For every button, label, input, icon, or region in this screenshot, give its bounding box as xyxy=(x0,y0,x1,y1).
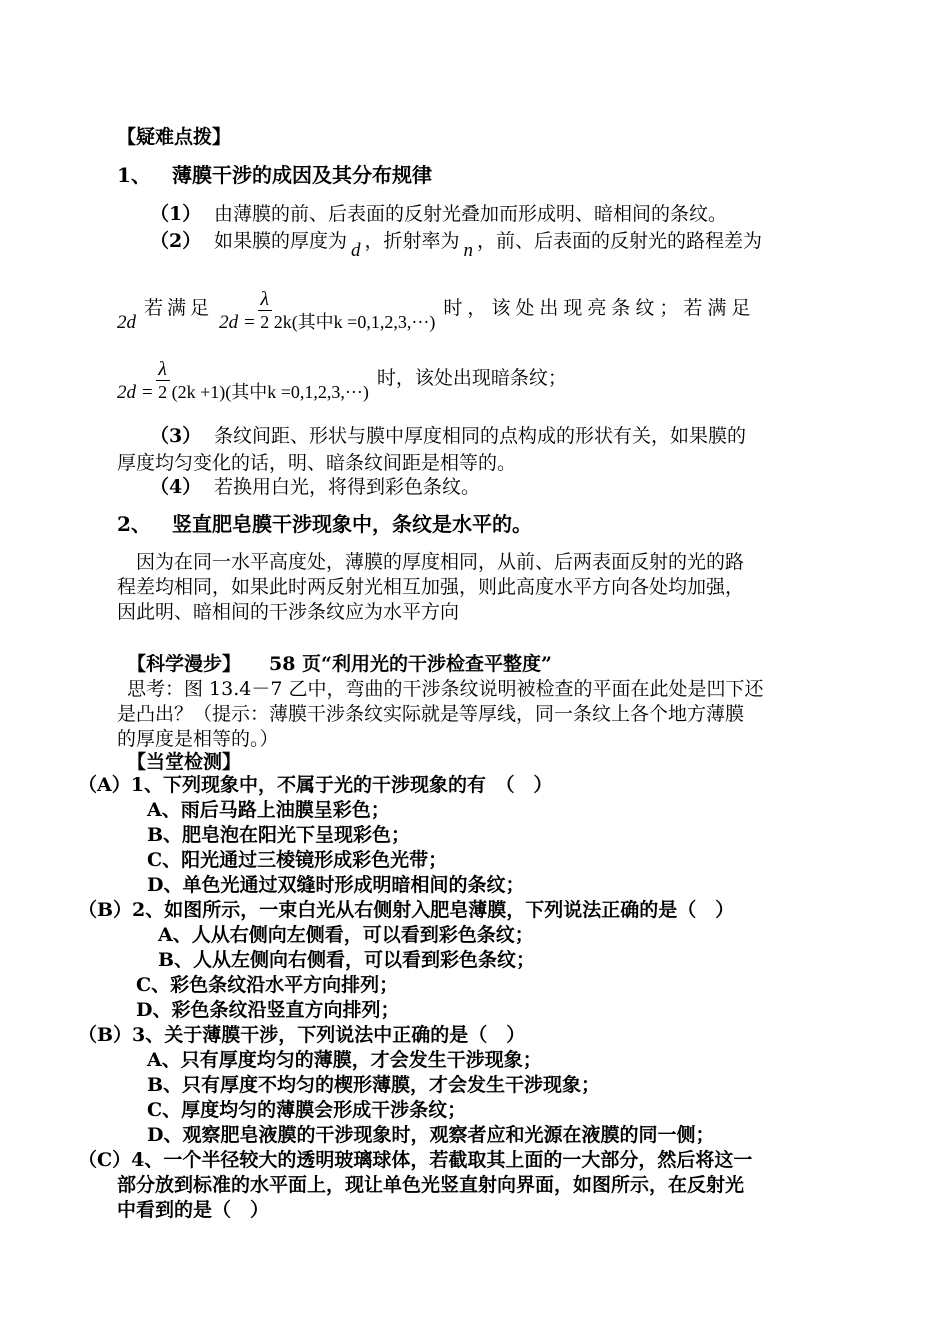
formula-line-2 xyxy=(117,356,567,406)
formula-1-lambda: λ xyxy=(260,288,270,310)
section-heading-yinan: 【疑难点拨】 xyxy=(117,126,232,148)
var-d: d xyxy=(351,240,361,261)
question-3-option-b: B、只有厚度不均匀的楔形薄膜，才会发生干涉现象； xyxy=(147,1074,601,1096)
formula-2-lambda: λ xyxy=(158,358,167,380)
sub-4-text: 若换用白光，将得到彩色条纹。 xyxy=(214,476,481,498)
sub-2-text-a: 如果膜的厚度为 xyxy=(214,230,348,252)
question-2-option-c: C、彩色条纹沿水平方向排列； xyxy=(136,974,399,996)
formula-1-text-b: 时，该处出现亮条纹；若满足 xyxy=(443,296,756,319)
section-heading-kexue: 【科学漫步】 xyxy=(127,653,242,675)
think-line-2: 是凸出？（提示：薄膜干涉条纹实际就是等厚线，同一条纹上各个地方薄膜 xyxy=(117,703,745,725)
think-line-1: 思考：图 13.4－7 乙中，弯曲的干涉条纹说明被检查的平面在此处是凹下还 xyxy=(127,678,764,700)
formula-1-eq-left: 2d = xyxy=(219,311,256,333)
question-2-stem: （B）2、如图所示，一束白光从右侧射入肥皂薄膜，下列说法正确的是（ ） xyxy=(78,899,735,921)
question-3-option-d: D、观察肥皂液膜的干涉现象时，观察者应和光源在液膜的同一侧； xyxy=(147,1124,715,1146)
sub-1-number: （1） xyxy=(150,203,202,225)
question-3-option-c: C、厚度均匀的薄膜会形成干涉条纹； xyxy=(147,1099,467,1121)
kexue-reference: 58 页“利用光的干涉检查平整度” xyxy=(269,653,552,675)
question-3-stem: （B）3、关于薄膜干涉，下列说法中正确的是（ ） xyxy=(78,1024,526,1046)
formula-line-1 xyxy=(117,286,755,336)
formula-1-two: 2 xyxy=(260,312,270,332)
sub-1-text: 由薄膜的前、后表面的反射光叠加而形成明、暗相间的条纹。 xyxy=(214,203,728,225)
var-n: n xyxy=(463,240,474,261)
formula-1-eq-right: 2k(其中k =0,1,2,3,···) xyxy=(273,311,436,332)
formula-2-two: 2 xyxy=(158,382,168,402)
sub-2-text-c: ，前、后表面的反射光的路程差为 xyxy=(477,230,763,252)
explain-line-3: 因此明、暗相间的干涉条纹应为水平方向 xyxy=(117,601,460,623)
formula-2-eq-right: (2k +1)(其中k =0,1,2,3,···) xyxy=(171,381,369,402)
item-2-number: 2、 xyxy=(117,512,151,536)
explain-line-2: 程差均相同，如果此时两反射光相互加强，则此高度水平方向各处均加强， xyxy=(117,576,745,598)
formula-2-eq-left: 2d = xyxy=(117,381,154,403)
question-2-option-d: D、彩色条纹沿竖直方向排列； xyxy=(136,999,400,1021)
formula-1-lead: 2d xyxy=(117,311,136,333)
question-4-stem-line-2: 部分放到标准的水平面上，现让单色光竖直射向界面，如图所示，在反射光 xyxy=(117,1174,745,1196)
question-2-option-b: B、人从左侧向右侧看，可以看到彩色条纹； xyxy=(158,949,536,971)
item-2-title: 竖直肥皂膜干涉现象中，条纹是水平的。 xyxy=(172,512,532,536)
question-1-stem: （A）1、下列现象中，不属于光的干涉现象的有 （ ） xyxy=(78,774,553,796)
question-1-option-a: A、雨后马路上油膜呈彩色； xyxy=(147,799,390,821)
section-heading-dangtang: 【当堂检测】 xyxy=(127,751,242,773)
formula-1-fraction xyxy=(258,288,272,333)
item-1-title: 薄膜干涉的成因及其分布规律 xyxy=(172,163,432,187)
explain-line-1: 因为在同一水平高度处，薄膜的厚度相同，从前、后两表面反射的光的路 xyxy=(136,551,745,573)
sub-3-text-continued: 厚度均匀变化的话，明、暗条纹间距是相等的。 xyxy=(117,452,517,474)
formula-2-fraction xyxy=(156,358,170,403)
question-1-option-b: B、肥皂泡在阳光下呈现彩色； xyxy=(147,824,411,846)
question-4-stem-line-3: 中看到的是（ ） xyxy=(117,1199,270,1221)
item-1-number: 1、 xyxy=(117,163,151,187)
think-line-3: 的厚度是相等的。） xyxy=(117,728,279,750)
sub-3-text: 条纹间距、形状与膜中厚度相同的点构成的形状有关，如果膜的 xyxy=(214,425,747,447)
question-4-stem-line-1: （C）4、一个半径较大的透明玻璃球体，若截取其上面的一大部分，然后将这一 xyxy=(78,1149,753,1171)
question-1-option-d: D、单色光通过双缝时形成明暗相间的条纹； xyxy=(147,874,525,896)
sub-2-text xyxy=(214,229,763,261)
question-3-option-a: A、只有厚度均匀的薄膜，才会发生干涉现象； xyxy=(147,1049,542,1071)
question-2-option-a: A、人从右侧向左侧看，可以看到彩色条纹； xyxy=(158,924,534,946)
sub-4-number: （4） xyxy=(150,476,202,498)
formula-1-text-a: 若满足 xyxy=(144,296,214,319)
sub-3-number: （3） xyxy=(150,425,202,447)
sub-2-text-b: ，折射率为 xyxy=(364,230,460,252)
question-1-option-c: C、阳光通过三棱镜形成彩色光带； xyxy=(147,849,448,871)
sub-2-number: （2） xyxy=(150,230,202,252)
formula-2-text-b: 时，该处出现暗条纹； xyxy=(376,366,567,389)
